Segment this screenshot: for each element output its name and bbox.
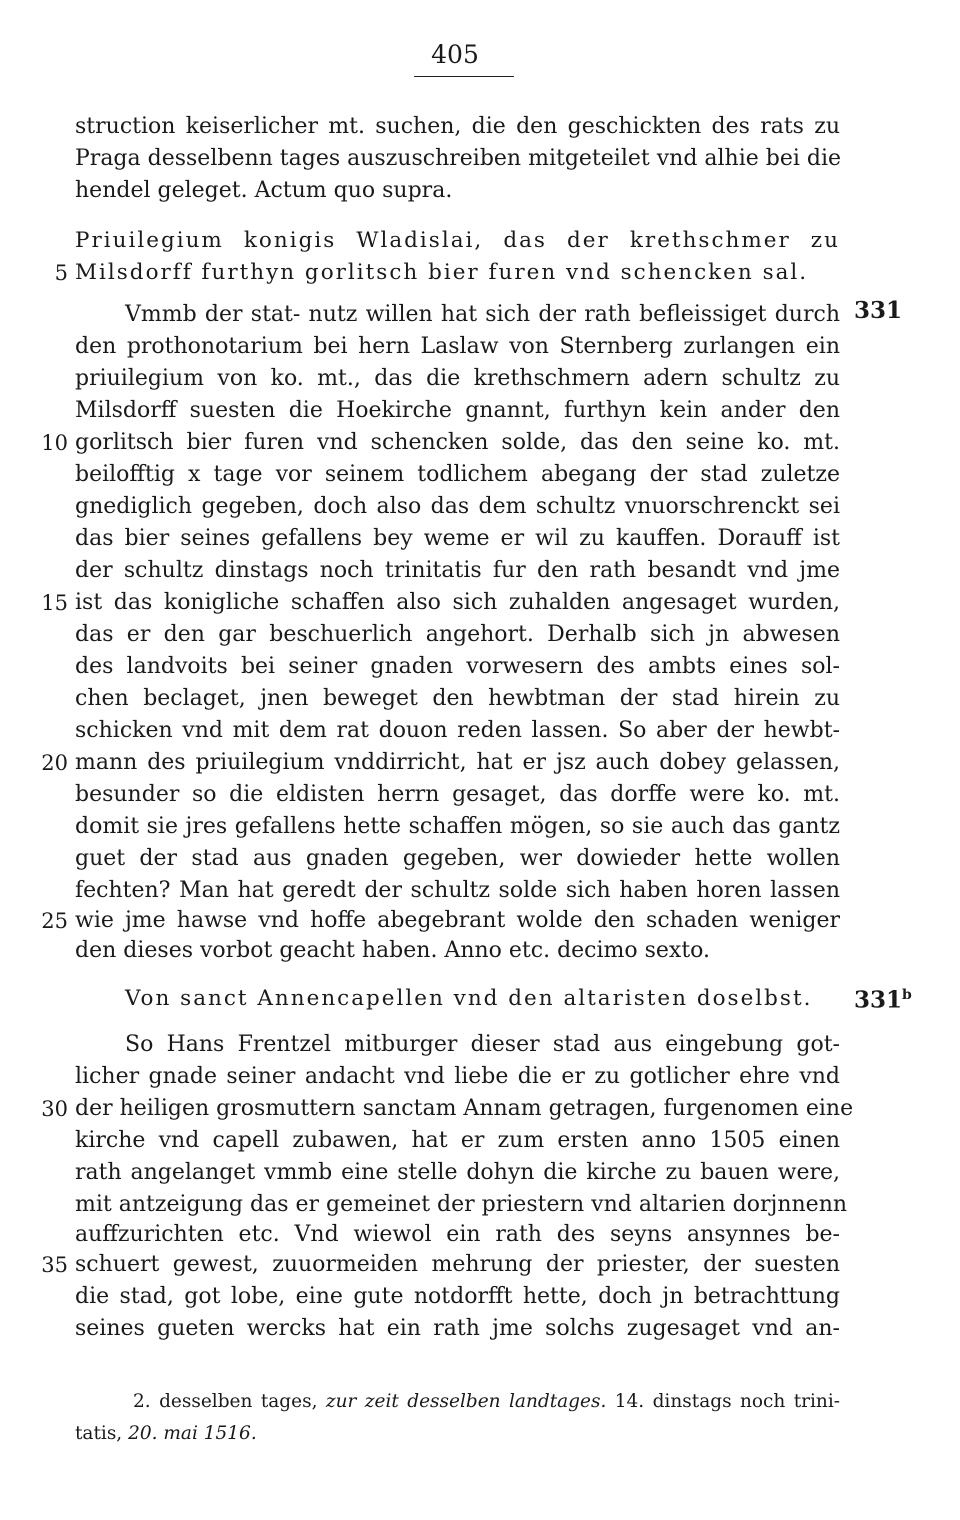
footnote-italic-text: 20. mai 1516. <box>128 1423 257 1444</box>
footnote-line <box>75 1420 840 1448</box>
footnote-text: 2. desselben tages, <box>133 1391 326 1412</box>
text-line: das bier seines gefallens bey weme er wil zu kauffen. Dorauff ist <box>75 526 840 551</box>
text-line: beilofftig x tage vor seinem todlichem abegang der stad zuletze <box>75 462 840 487</box>
text-line: des landvoits bei seiner gnaden vorwesern des ambts eines sol- <box>75 654 840 679</box>
text-line: schuert gewest, zuuormeiden mehrung der priester, der suesten <box>75 1252 840 1277</box>
text-line: der heiligen grosmuttern sanctam Annam getragen, furgenomen eine <box>75 1096 854 1121</box>
text-line: auffzurichten etc. Vnd wiewol ein rath des seyns ansynnes be- <box>75 1222 840 1247</box>
footnote-text: 14. dinstags noch trini- <box>606 1391 840 1412</box>
text-line: mann des priuilegium vnddirricht, hat er jsz auch dobey gelassen, <box>75 750 840 775</box>
text-line: domit sie jres gefallens hette schaffen mögen, so sie auch das gantz <box>75 814 840 839</box>
text-line: die stad, got lobe, eine gute notdorfft hette, doch jn betrachttung <box>75 1284 840 1309</box>
line-number: 10 <box>41 431 68 455</box>
text-line: Praga desselbenn tages auszuschreiben mitgeteilet vnd alhie bei die <box>75 146 842 171</box>
text-line: schicken vnd mit dem rat douon reden lassen. So aber der hewbt- <box>75 718 840 743</box>
text-line: hendel geleget. Actum quo supra. <box>75 178 453 203</box>
text-line: guet der stad aus gnaden gegeben, wer dowieder hette wollen <box>75 846 840 871</box>
text-line: den dieses vorbot geacht haben. Anno etc. decimo sexto. <box>75 938 711 963</box>
line-number: 15 <box>41 591 68 615</box>
line-number: 35 <box>41 1253 68 1277</box>
text-line: fechten? Man hat geredt der schultz solde sich haben horen lassen <box>75 878 840 903</box>
page-number-rule <box>414 76 514 77</box>
text-line: So Hans Frentzel mitburger dieser stad aus eingebung got- <box>125 1032 840 1057</box>
margin-folio-suffix: b <box>902 987 912 1003</box>
line-number: 20 <box>41 751 68 775</box>
text-line: licher gnade seiner andacht vnd liebe die er zu gotlicher ehre vnd <box>75 1064 840 1089</box>
text-line: den prothonotarium bei hern Laslaw von Sternberg zurlangen ein <box>75 334 840 359</box>
text-line: der schultz dinstags noch trinitatis fur den rath besandt vnd jme <box>75 558 840 583</box>
text-line: gnediglich gegeben, doch also das dem schultz vnuorschrenckt sei <box>75 494 840 519</box>
text-line: rath angelanget vmmb eine stelle dohyn die kirche zu bauen were, <box>75 1160 840 1185</box>
line-number: 25 <box>41 909 68 933</box>
text-line: gorlitsch bier furen vnd schencken solde, das den seine ko. mt. <box>75 430 840 455</box>
text-line: Priuilegium konigis Wladislai, das der krethschmer zu <box>75 228 840 253</box>
text-line: struction keiserlicher mt. suchen, die den geschickten des rats zu <box>75 114 840 139</box>
footnote-text: tatis, <box>75 1423 129 1444</box>
text-line: besunder so die eldisten herrn gesaget, das dorffe were ko. mt. <box>75 782 840 807</box>
text-line: das er den gar beschuerlich angehort. Derhalb sich jn abwesen <box>75 622 840 647</box>
text-line: kirche vnd capell zubawen, hat er zum ersten anno 1505 einen <box>75 1128 840 1153</box>
text-line: ist das konigliche schaffen also sich zuhalden angesaget wurden, <box>75 590 840 615</box>
text-line: Milsdorff suesten die Hoekirche gnannt, furthyn kein ander den <box>75 398 840 423</box>
page-number: 405 <box>431 40 479 69</box>
text-line: Vmmb der stat- nutz willen hat sich der rath befleissiget durch <box>125 302 840 327</box>
line-number: 5 <box>54 261 68 285</box>
footnote-line <box>75 1388 840 1416</box>
footnote-italic-text: zur zeit desselben landtages. <box>325 1391 607 1412</box>
line-number: 30 <box>41 1097 68 1121</box>
margin-folio-number: 331 <box>854 297 903 324</box>
text-line: priuilegium von ko. mt., das die krethschmern adern schultz zu <box>75 366 840 391</box>
margin-folio-number: 331$^b$ <box>854 986 912 1014</box>
text-line: chen beclaget, jnen beweget den hewbtman der stad hirein zu <box>75 686 840 711</box>
text-line: mit antzeigung das er gemeinet der priestern vnd altarien dorjnnenn <box>75 1192 848 1217</box>
text-line: wie jme hawse vnd hoffe abegebrant wolde den schaden weniger <box>75 908 840 933</box>
text-line: seines gueten wercks hat ein rath jme solchs zugesaget vnd an- <box>75 1316 840 1341</box>
text-line: Von sanct Annencapellen vnd den altaristen doselbst. <box>125 986 813 1011</box>
text-line: Milsdorff furthyn gorlitsch bier furen vnd schencken sal. <box>75 260 809 285</box>
